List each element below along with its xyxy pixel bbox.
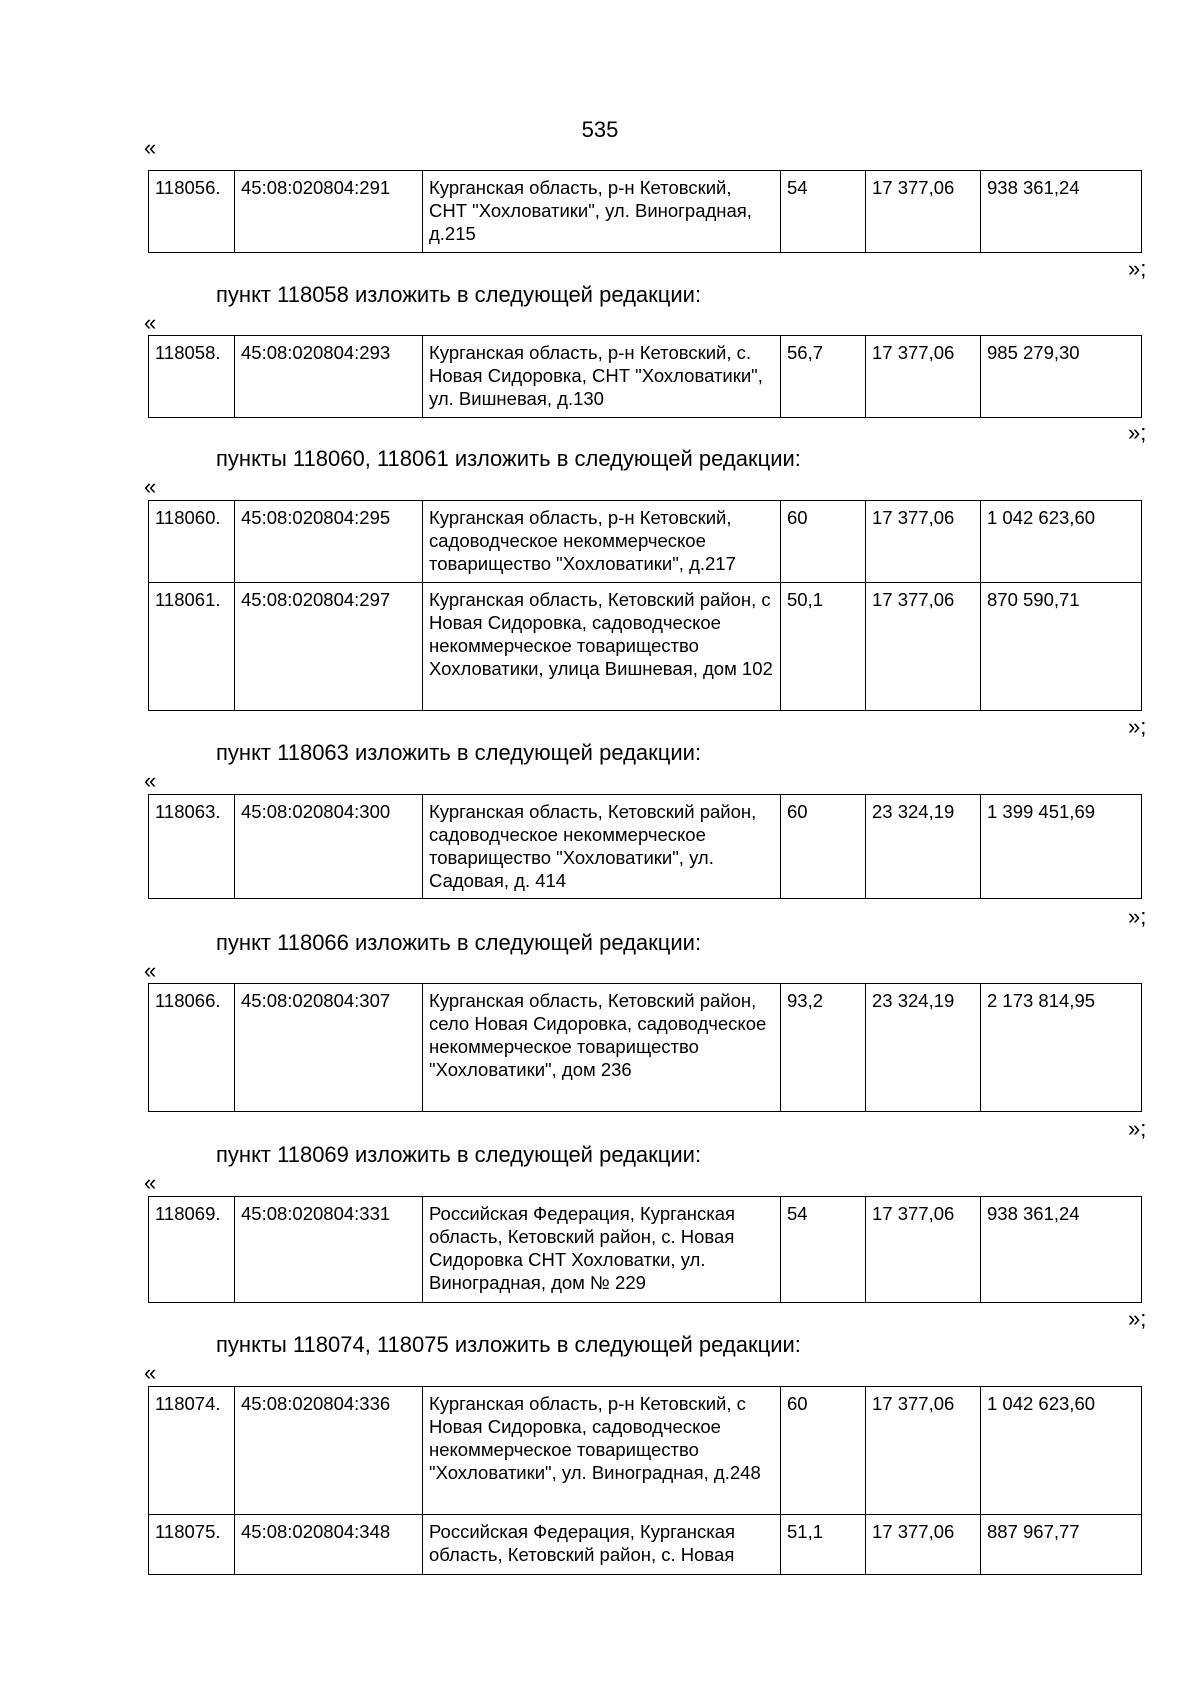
area: 54 (781, 1197, 866, 1303)
table-row (149, 336, 1142, 418)
property-table (148, 1386, 1142, 1575)
property-table (148, 500, 1142, 711)
table-row (149, 984, 1142, 1112)
open-quote: « (144, 768, 157, 793)
amendment-heading: пункты 118060, 118061 изложить в следующей редакции: (216, 446, 801, 471)
property-table (148, 1196, 1142, 1303)
open-quote: « (144, 958, 157, 983)
unit-price: 23 324,19 (866, 795, 981, 899)
unit-price: 17 377,06 (866, 1197, 981, 1303)
address: Курганская область, р-н Кетовский, СНТ "Хохловатики", ул. Виноградная, д.215 (423, 171, 781, 253)
open-quote: « (144, 474, 157, 499)
table-row (149, 1197, 1142, 1303)
total-value: 938 361,24 (981, 1197, 1142, 1303)
property-table (148, 170, 1142, 253)
page-number: 535 (581, 117, 619, 142)
address: Курганская область, Кетовский район, садоводческое некоммерческое товарищество "Хохловатики", ул. Садовая, д. 414 (423, 795, 781, 899)
area: 56,7 (781, 336, 866, 418)
cadastral-number: 45:08:020804:307 (235, 984, 423, 1112)
total-value: 1 399 451,69 (981, 795, 1142, 899)
address: Курганская область, р-н Кетовский, с. Новая Сидоровка, СНТ "Хохловатики", ул. Вишневая, д.130 (423, 336, 781, 418)
close-quote: »; (1128, 714, 1147, 739)
property-table (148, 983, 1142, 1112)
close-quote: »; (1128, 1306, 1147, 1331)
table-row (149, 171, 1142, 253)
cadastral-number: 45:08:020804:293 (235, 336, 423, 418)
close-quote: »; (1128, 420, 1147, 445)
row-number: 118074. (149, 1387, 235, 1515)
row-number: 118069. (149, 1197, 235, 1303)
property-table (148, 335, 1142, 418)
open-quote: « (144, 1360, 157, 1385)
row-number: 118061. (149, 583, 235, 711)
row-number: 118056. (149, 171, 235, 253)
row-number: 118063. (149, 795, 235, 899)
total-value: 938 361,24 (981, 171, 1142, 253)
cadastral-number: 45:08:020804:291 (235, 171, 423, 253)
area: 93,2 (781, 984, 866, 1112)
address: Курганская область, р-н Кетовский, с Новая Сидоровка, садоводческое некоммерческое товарищество "Хохловатики", ул. Виноградная, д.248 (423, 1387, 781, 1515)
address: Курганская область, Кетовский район, с Новая Сидоровка, садоводческое некоммерческое товарищество Хохловатики, улица Вишневая, дом 102 (423, 583, 781, 711)
total-value: 985 279,30 (981, 336, 1142, 418)
unit-price: 17 377,06 (866, 336, 981, 418)
table-row (149, 583, 1142, 711)
cadastral-number: 45:08:020804:297 (235, 583, 423, 711)
area: 54 (781, 171, 866, 253)
property-table (148, 794, 1142, 899)
area: 60 (781, 501, 866, 583)
total-value: 2 173 814,95 (981, 984, 1142, 1112)
amendment-heading: пункт 118063 изложить в следующей редакции: (216, 740, 702, 765)
unit-price: 23 324,19 (866, 984, 981, 1112)
close-quote: »; (1128, 904, 1147, 929)
open-quote: « (144, 310, 157, 335)
unit-price: 17 377,06 (866, 501, 981, 583)
area: 60 (781, 1387, 866, 1515)
amendment-heading: пункт 118058 изложить в следующей редакции: (216, 282, 702, 307)
amendment-heading: пункт 118066 изложить в следующей редакции: (216, 930, 702, 955)
unit-price: 17 377,06 (866, 583, 981, 711)
area: 50,1 (781, 583, 866, 711)
total-value: 870 590,71 (981, 583, 1142, 711)
table-row (149, 795, 1142, 899)
address: Курганская область, р-н Кетовский, садоводческое некоммерческое товарищество "Хохловатики", д.217 (423, 501, 781, 583)
table-row (149, 1515, 1142, 1575)
cadastral-number: 45:08:020804:300 (235, 795, 423, 899)
row-number: 118058. (149, 336, 235, 418)
unit-price: 17 377,06 (866, 171, 981, 253)
cadastral-number: 45:08:020804:336 (235, 1387, 423, 1515)
table-row (149, 501, 1142, 583)
amendment-heading: пункты 118074, 118075 изложить в следующей редакции: (216, 1332, 801, 1357)
open-quote: « (144, 1170, 157, 1195)
table-row (149, 1387, 1142, 1515)
cadastral-number: 45:08:020804:331 (235, 1197, 423, 1303)
close-quote: »; (1128, 256, 1147, 281)
cadastral-number: 45:08:020804:348 (235, 1515, 423, 1575)
area: 60 (781, 795, 866, 899)
address: Российская Федерация, Курганская область, Кетовский район, с. Новая Сидоровка СНТ Хохловатки, ул. Виноградная, дом № 229 (423, 1197, 781, 1303)
close-quote: »; (1128, 1116, 1147, 1141)
row-number: 118075. (149, 1515, 235, 1575)
row-number: 118060. (149, 501, 235, 583)
address: Российская Федерация, Курганская область, Кетовский район, с. Новая (423, 1515, 781, 1575)
open-quote: « (144, 135, 157, 160)
address: Курганская область, Кетовский район, село Новая Сидоровка, садоводческое некоммерческое товарищество "Хохловатики", дом 236 (423, 984, 781, 1112)
total-value: 887 967,77 (981, 1515, 1142, 1575)
unit-price: 17 377,06 (866, 1387, 981, 1515)
unit-price: 17 377,06 (866, 1515, 981, 1575)
area: 51,1 (781, 1515, 866, 1575)
row-number: 118066. (149, 984, 235, 1112)
amendment-heading: пункт 118069 изложить в следующей редакции: (216, 1142, 702, 1167)
total-value: 1 042 623,60 (981, 1387, 1142, 1515)
cadastral-number: 45:08:020804:295 (235, 501, 423, 583)
total-value: 1 042 623,60 (981, 501, 1142, 583)
